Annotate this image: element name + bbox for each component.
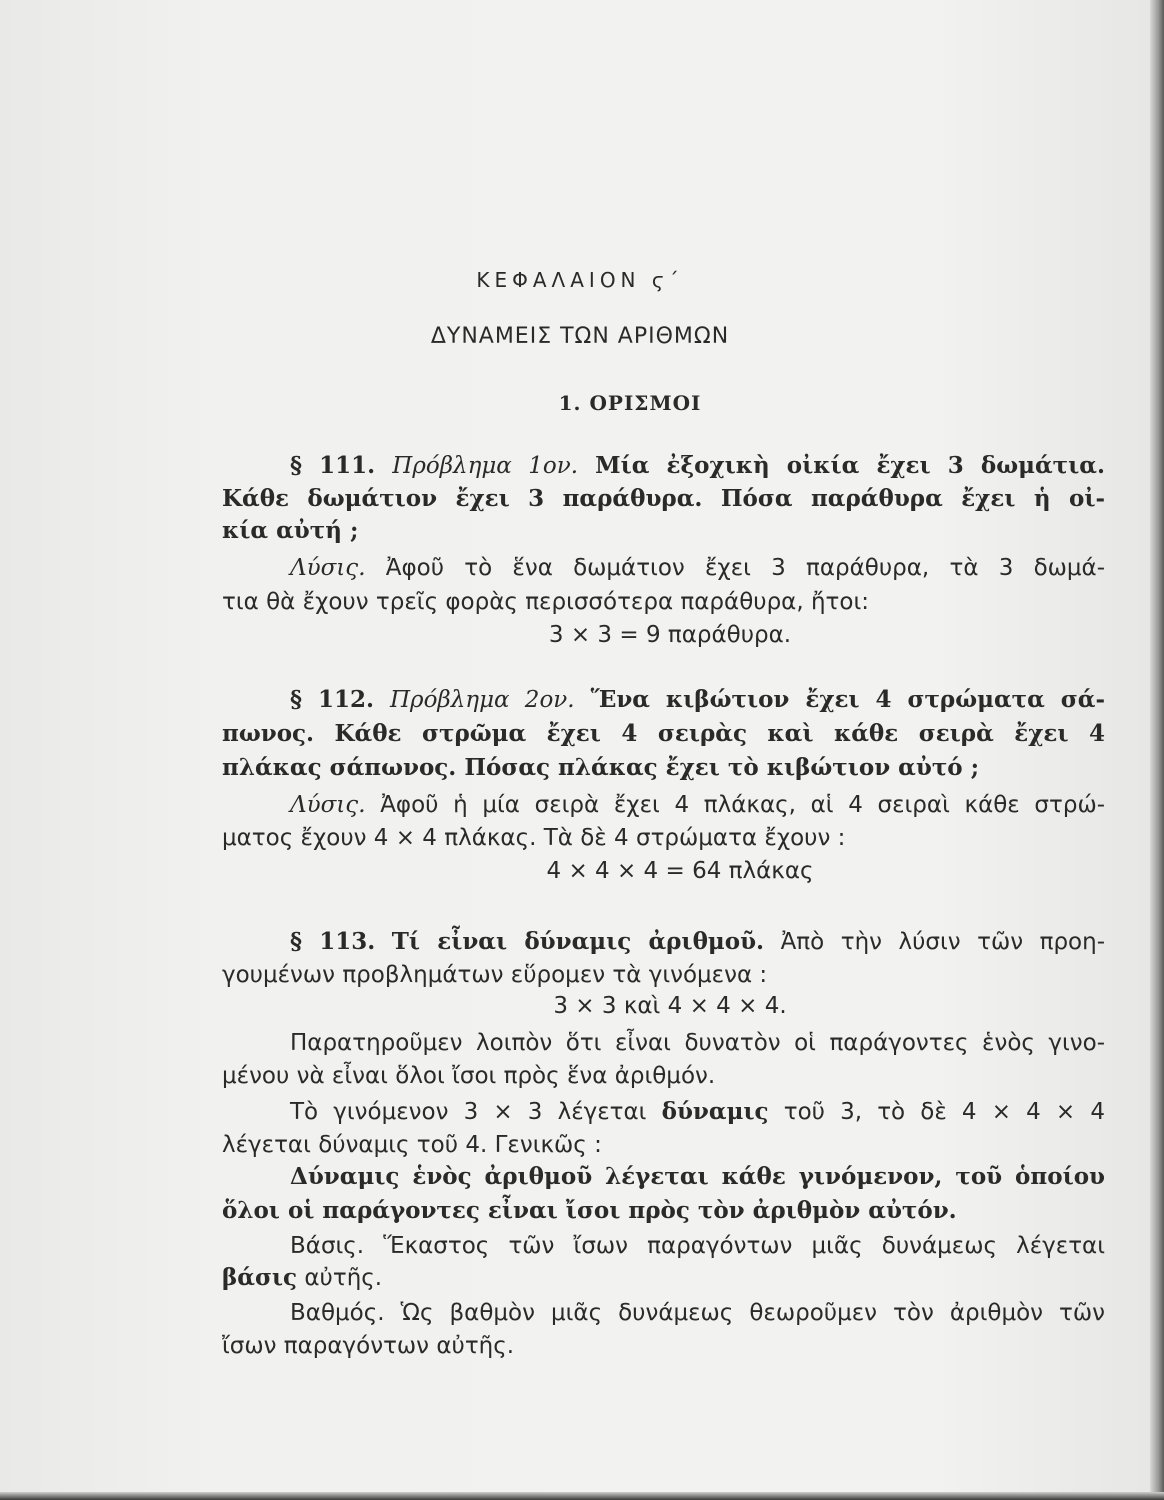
problem-text: Ἕνα κιβώτιον ἔχει 4 στρώματα σά- [590, 686, 1105, 713]
paragraph-111-line-1 [290, 452, 1105, 480]
chapter-heading: ΚΕΦΑΛΑΙΟΝ ϛ΄ [476, 268, 684, 292]
paragraph-text: Ἀπὸ τὴν λύσιν τῶν προη- [780, 929, 1106, 955]
paragraph-text: τοῦ 3, τὸ δὲ 4 × 4 × 4 [783, 1099, 1105, 1125]
section-heading: 1. ΟΡΙΣΜΟΙ [558, 391, 702, 415]
paragraph-113-line-4: Παρατηροῦμεν λοιπὸν ὅτι εἶναι δυνατὸν οἱ παράγοντες ἑνὸς γινο- [290, 1030, 1105, 1056]
definition-line-1: Δύναμις ἑνὸς ἀριθμοῦ λέγεται κάθε γινόμενον, τοῦ ὁποίου [290, 1163, 1105, 1190]
paragraph-text: Τὸ γινόμενον 3 × 3 λέγεται [290, 1099, 647, 1125]
solution-111-line-1 [290, 554, 1105, 582]
solution-111-line-2: τια θὰ ἔχουν τρεῖς φορὰς περισσότερα παράθυρα, ἤτοι: [222, 589, 869, 615]
paragraph-113-line-1 [290, 928, 1105, 956]
solution-112-formula: 4 × 4 × 4 = 64 πλάκας [546, 858, 814, 884]
solution-text: Ἀφοῦ τὸ ἕνα δωμάτιον ἔχει 3 παράθυρα, τὰ 3 δωμά- [385, 555, 1105, 581]
problem-text: Μία ἐξοχικὴ οἰκία ἔχει 3 δωμάτια. [595, 452, 1105, 479]
section-number: § 112. [290, 686, 375, 713]
solution-text: Ἀφοῦ ἡ μία σειρὰ ἔχει 4 πλάκας, αἱ 4 σειραὶ κάθε στρώ- [380, 792, 1105, 818]
degree-line-1: Βαθμός. Ὡς βαθμὸν μιᾶς δυνάμεως θεωροῦμεν τὸν ἀριθμὸν τῶν [290, 1300, 1105, 1326]
page-edge-shadow [1150, 0, 1164, 1500]
page-bottom-shadow [0, 1492, 1164, 1500]
paragraph-text: αὐτῆς. [304, 1265, 383, 1291]
solution-112-line-2: ματος ἔχουν 4 × 4 πλάκας. Τὰ δὲ 4 στρώματα ἔχουν : [222, 825, 846, 851]
paragraph-111-line-3: κία αὐτή ; [222, 517, 359, 544]
paragraph-112-line-1 [290, 686, 1105, 714]
section-number: § 111. [290, 452, 376, 479]
base-line-2 [222, 1264, 382, 1292]
problem-label: Πρόβλημα 2ον. [389, 687, 575, 713]
term-power: δύναμις [661, 1098, 769, 1125]
paragraph-111-line-2: Κάθε δωμάτιον ἔχει 3 παράθυρα. Πόσα παράθυρα ἔχει ἡ οἰ- [222, 485, 1105, 512]
solution-label: Λύσις. [290, 555, 366, 581]
term-base: βάσις [222, 1264, 298, 1291]
paragraph-113-line-2: γουμένων προβλημάτων εὕρομεν τὰ γινόμενα : [222, 962, 768, 988]
solution-label: Λύσις. [290, 792, 366, 818]
problem-label: Πρόβλημα 1ον. [392, 453, 579, 479]
section-title: Τί εἶναι δύναμις ἀριθμοῦ. [391, 928, 765, 955]
definition-line-2: ὅλοι οἱ παράγοντες εἶναι ἴσοι πρὸς τὸν ἀριθμὸν αὐτόν. [222, 1197, 957, 1224]
paragraph-112-line-3: πλάκας σάπωνος. Πόσας πλάκας ἔχει τὸ κιβώτιον αὐτό ; [222, 754, 980, 781]
solution-112-line-1 [290, 791, 1105, 819]
solution-111-formula: 3 × 3 = 9 παράθυρα. [548, 622, 792, 648]
degree-line-2: ἴσων παραγόντων αὐτῆς. [222, 1333, 515, 1359]
paragraph-113-line-7: λέγεται δύναμις τοῦ 4. Γενικῶς : [222, 1132, 602, 1158]
base-line-1: Βάσις. Ἕκαστος τῶν ἴσων παραγόντων μιᾶς δυνάμεως λέγεται [290, 1233, 1105, 1259]
paragraph-113-line-6 [290, 1098, 1105, 1126]
chapter-title: ΔΥΝΑΜΕΙΣ ΤΩΝ ΑΡΙΘΜΩΝ [430, 324, 730, 349]
paragraph-113-formula: 3 × 3 καὶ 4 × 4 × 4. [553, 993, 787, 1019]
paragraph-112-line-2: πωνος. Κάθε στρῶμα ἔχει 4 σειρὰς καὶ κάθε σειρὰ ἔχει 4 [222, 720, 1105, 747]
paragraph-113-line-5: μένου νὰ εἶναι ὅλοι ἴσοι πρὸς ἕνα ἀριθμόν. [222, 1063, 716, 1089]
section-number: § 113. [290, 928, 376, 955]
